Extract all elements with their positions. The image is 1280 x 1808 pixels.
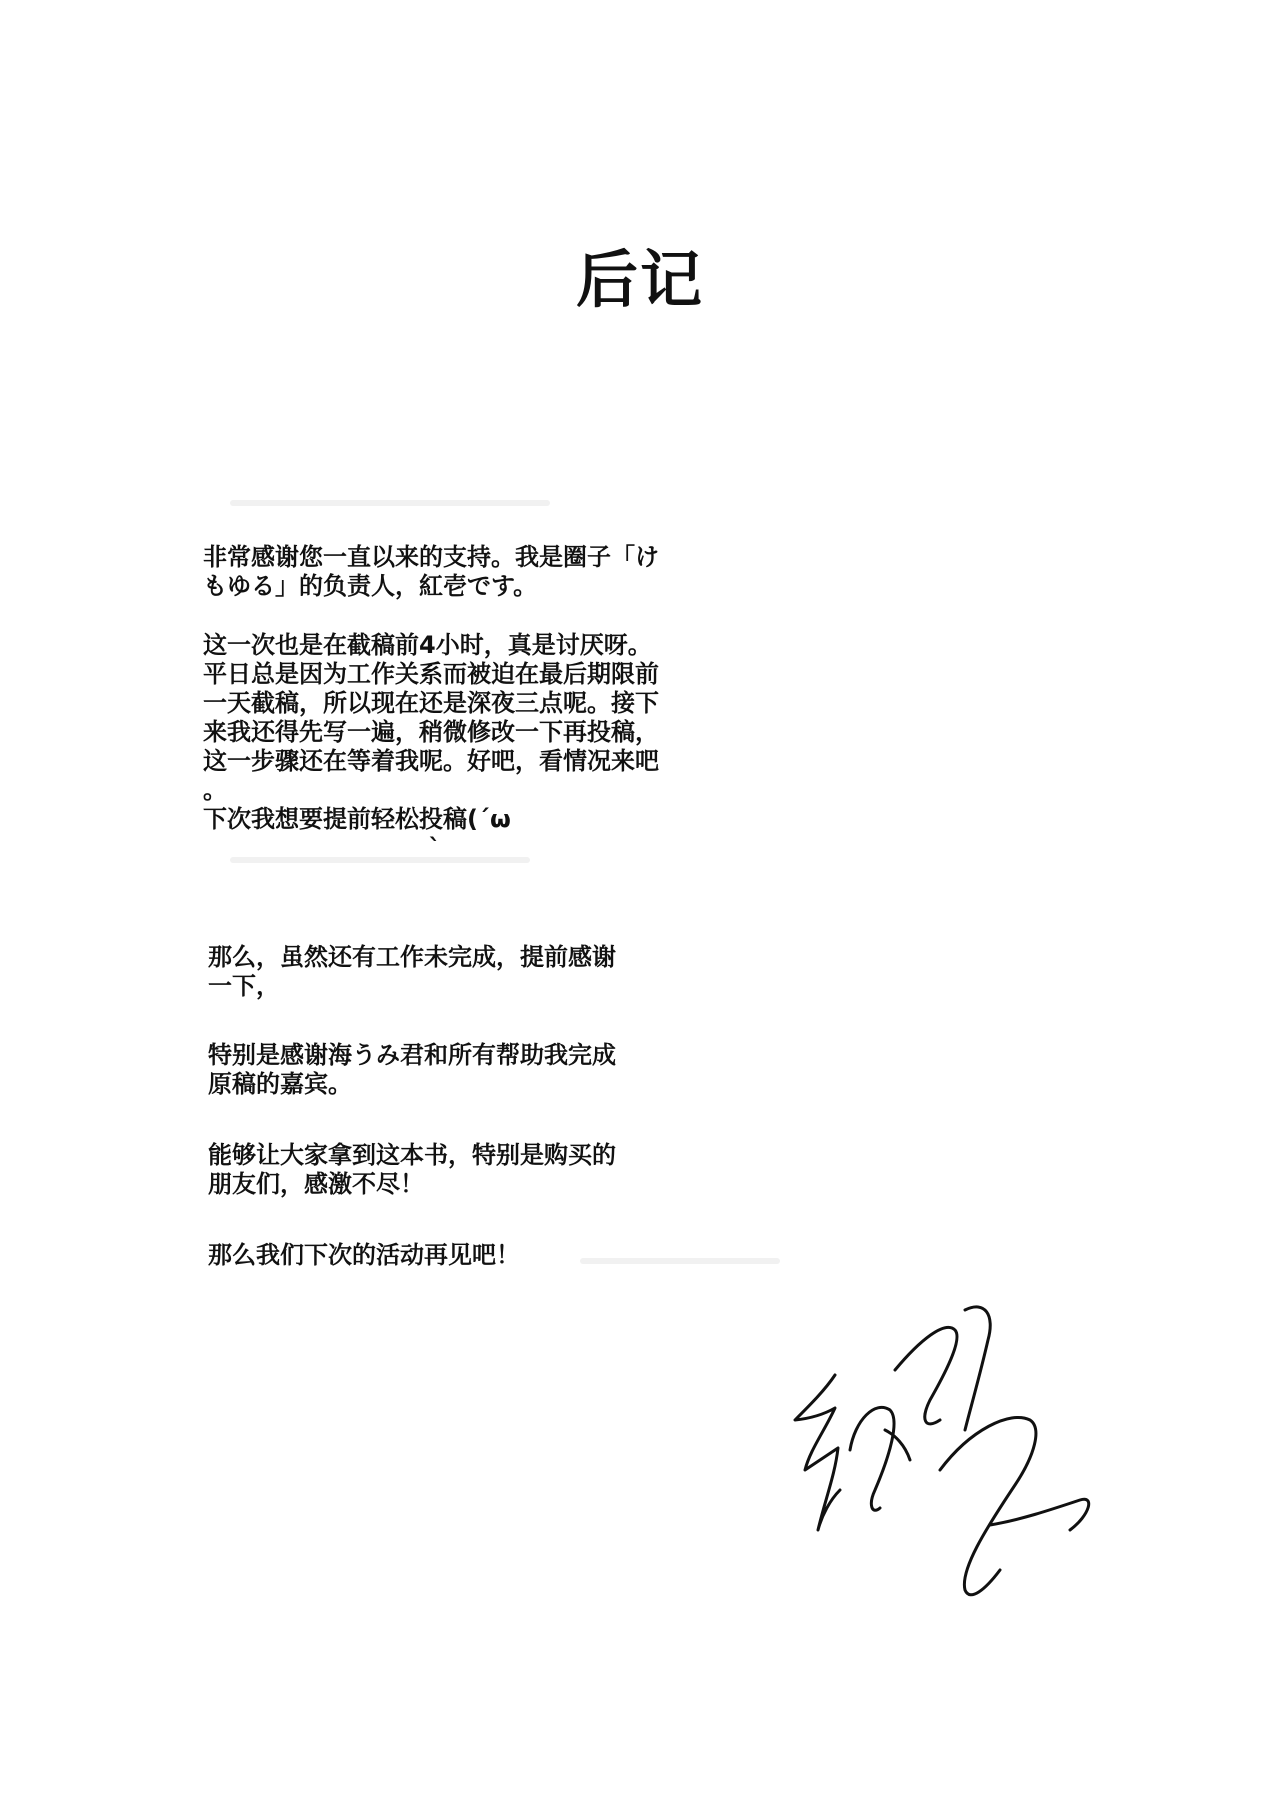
paragraph-farewell: 那么我们下次的活动再见吧！ <box>208 1241 520 1269</box>
paragraph-readers-thanks: 能够让大家拿到这本书，特别是购买的 朋友们，感激不尽！ <box>208 1141 616 1198</box>
paragraph-special-thanks: 特别是感谢海うみ君和所有帮助我完成 原稿的嘉宾。 <box>208 1041 616 1098</box>
paragraph-advance-thanks: 那么，虽然还有工作未完成，提前感谢 一下， <box>208 943 616 1000</box>
scan-smudge <box>230 500 550 506</box>
signature-image <box>780 1280 1110 1620</box>
page-title: 后记 <box>575 243 704 316</box>
paragraph-deadline: 这一次也是在截稿前4小时，真是讨厌呀。 平日总是因为工作关系而被迫在最后期限前 一天截稿，所以现在还是深夜三点呢。接下 来我还得先写一遍，稍微修改一下再投稿， 这一步骤还在等着我呢。好吧，看情况来吧 。 下次我想要提前轻松投稿(´ω ` <box>203 631 659 862</box>
paragraph-thanks: 非常感谢您一直以来的支持。我是圈子「け もゆる」的负责人，紅壱です。 <box>203 543 659 600</box>
